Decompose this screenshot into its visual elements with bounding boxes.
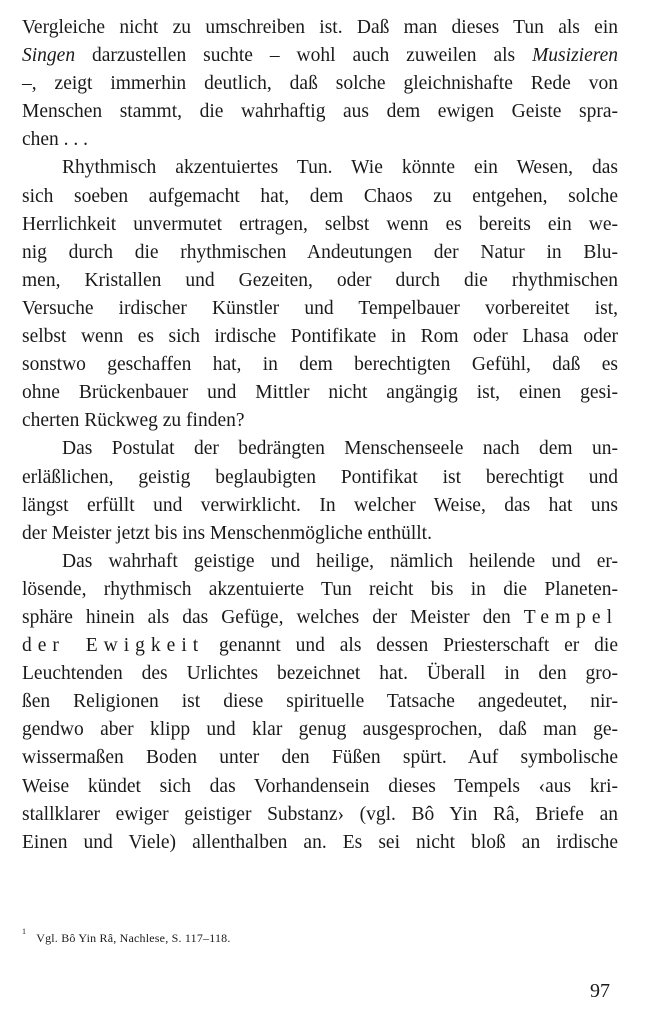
footnote [22,927,231,946]
text-line: Leuchtenden des Urlichtes bezeichnet hat. Überall in den gro- [22,663,618,685]
text-line: nig durch die rhythmischen Andeutungen der Natur in Blu- [22,241,618,263]
text-line: men, Kristallen und Gezeiten, oder durch die rhythmischen [22,269,618,291]
text-line: selbst wenn es sich irdische Pontifikate in Rom oder Lhasa oder [22,326,618,348]
text-line: Einen und Viele) allenthalben an. Es sei nicht bloß an irdische [22,831,618,853]
text-line: Weise kündet sich das Vorhandensein dieses Tempels ‹aus kri- [22,775,618,797]
emphasis-musizieren: Musizieren [532,45,618,67]
text-line [22,42,618,70]
text-line-spaced [22,632,618,660]
text-line: längst erfüllt und verwirklicht. In welcher Weise, das hat uns [22,494,618,516]
text-line: ßen Religionen ist diese spirituelle Tatsache angedeutet, nir- [22,691,618,713]
text-line: sonstwo geschaffen hat, in dem berechtigten Gefühl, daß es [22,354,618,376]
text-line: wissermaßen Boden unter den Füßen spürt. Auf symbolische [22,747,618,769]
text-line: stallklarer ewiger geistiger Substanz› (vgl. Bô Yin Râ, Briefe an [22,803,618,825]
text-line-spaced [22,604,618,632]
text-segment: sphäre hinein als das Gefüge, welches der Meister den [22,606,524,628]
spaced-term-der-ewigkeit: der Ewigkeit [22,635,205,657]
text-segment: genannt und als dessen Priesterschaft er die [204,635,618,657]
body-text [22,14,618,857]
text-line: lösende, rhythmisch akzentuierte Tun reicht bis in die Planeten- [22,578,618,600]
footnote-marker: 1 [22,927,27,936]
text-line: Versuche irdischer Künstler und Tempelbauer vorbereitet ist, [22,297,618,319]
text-line: ohne Brückenbauer und Mittler nicht angängig ist, einen gesi- [22,382,618,404]
text-line: der Meister jetzt bis ins Menschenmögliche enthüllt. [22,522,432,544]
text-line: Rhythmisch akzentuiertes Tun. Wie könnte ein Wesen, das [62,157,618,179]
text-line: Menschen stammt, die wahrhaftig aus dem ewigen Geiste spra- [22,101,618,123]
text-line: Vergleiche nicht zu umschreiben ist. Daß man dieses Tun als ein [22,17,618,38]
text-line: cherten Rückweg zu finden? [22,410,245,432]
text-line: Das Postulat der bedrängten Menschenseele nach dem un- [62,438,618,460]
text-line: Herrlichkeit unvermutet ertragen, selbst wenn es bereits ein we- [22,213,618,235]
text-line: chen . . . [22,129,89,151]
spaced-term-tempel: Tempel [523,606,618,628]
text-line: erläßlichen, geistig beglaubigten Pontifikat ist berechtigt und [22,466,618,488]
text-segment: darzustellen suchte – wohl auch zuweilen als [75,45,533,67]
text-line: –, zeigt immerhin deutlich, daß solche gleichnishafte Rede von [22,73,618,95]
text-line: sich soeben aufgemacht hat, dem Chaos zu entgehen, solche [22,185,618,207]
page-number: 97 [590,980,610,1002]
text-line: gendwo aber klipp und klar genug ausgesprochen, daß man ge- [22,719,618,741]
text-line: Das wahrhaft geistige und heilige, nämlich heilende und er- [62,550,618,572]
emphasis-singen: Singen [22,45,76,67]
footnote-text: Vgl. Bô Yin Râ, Nachlese, S. 117–118. [36,931,231,945]
